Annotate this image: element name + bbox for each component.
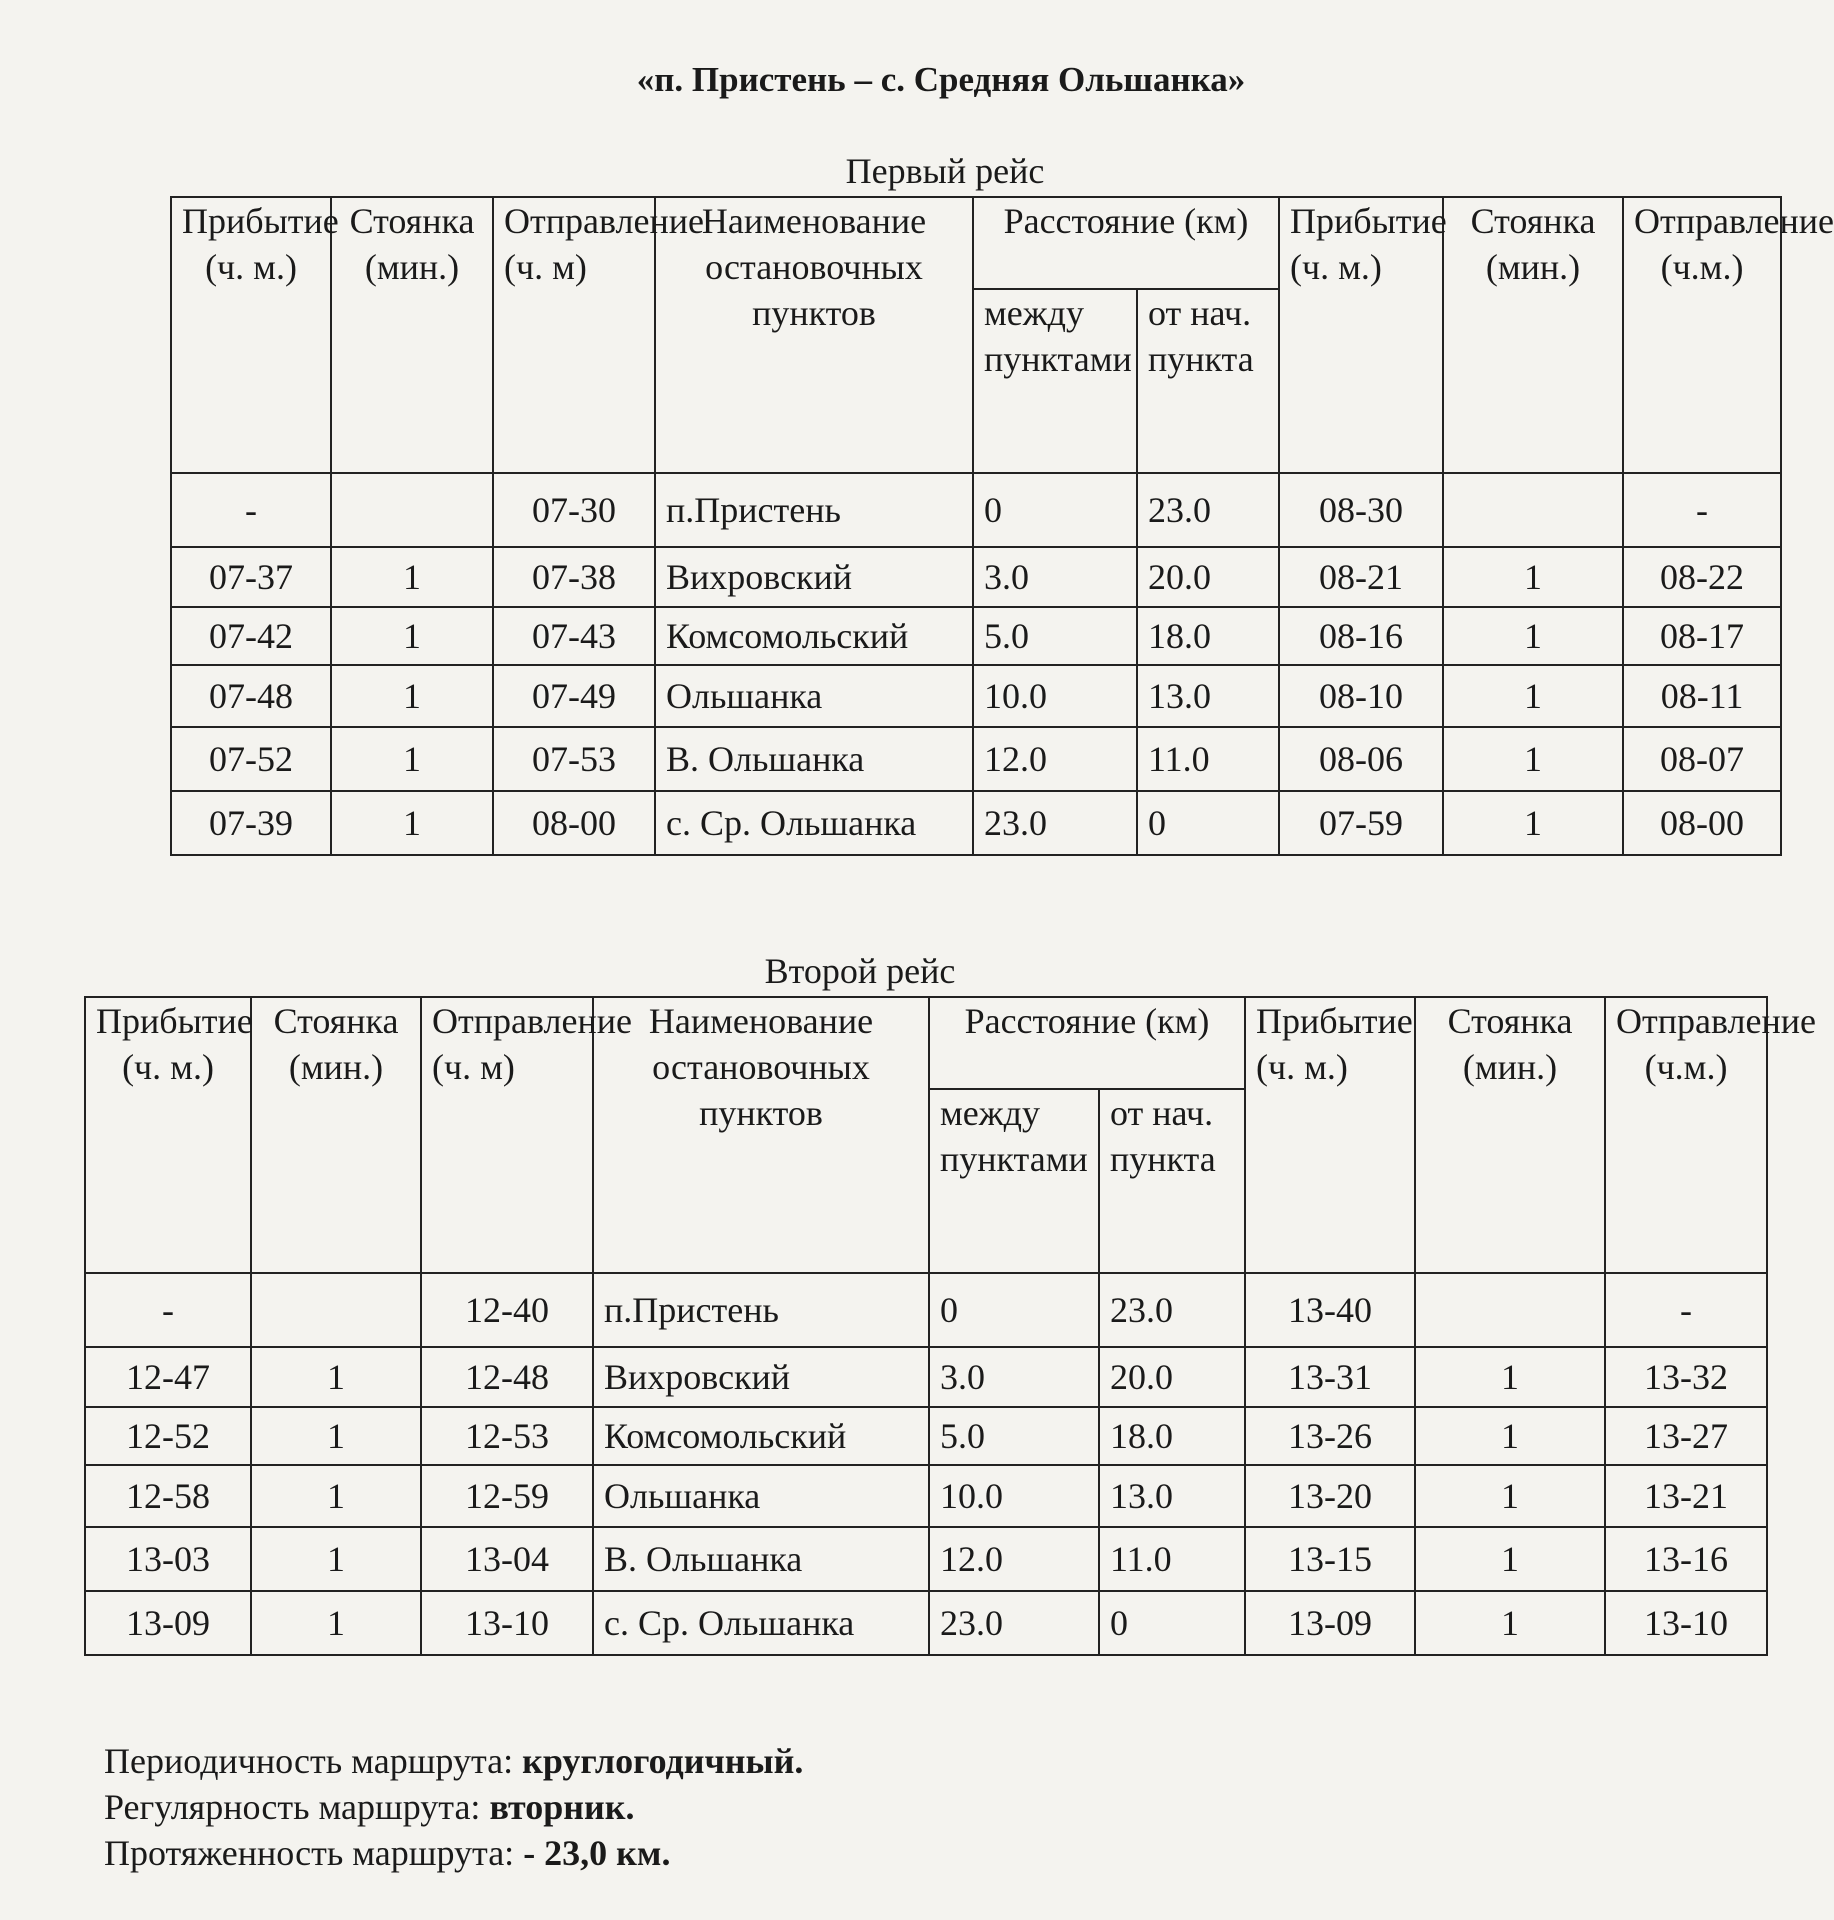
stop-minutes-return-cell: 1 bbox=[1415, 1407, 1605, 1465]
stop-minutes-cell: 1 bbox=[251, 1591, 421, 1655]
stop-minutes-cell: 1 bbox=[251, 1465, 421, 1527]
departure-return-cell: 08-07 bbox=[1623, 727, 1781, 791]
departure-cell: 07-43 bbox=[493, 607, 655, 665]
table-row bbox=[85, 1347, 1767, 1407]
departure-return-cell: 08-11 bbox=[1623, 665, 1781, 727]
arrival-cell: 13-09 bbox=[85, 1591, 251, 1655]
arrival-cell: - bbox=[85, 1273, 251, 1347]
arrival-return-cell: 08-06 bbox=[1279, 727, 1443, 791]
arrival-cell: 12-52 bbox=[85, 1407, 251, 1465]
departure-return-cell: 08-17 bbox=[1623, 607, 1781, 665]
departure-cell: 13-10 bbox=[421, 1591, 593, 1655]
stop-minutes-cell: 1 bbox=[331, 607, 493, 665]
route-length: Протяженность маршрута: - 23,0 км. bbox=[104, 1833, 671, 1873]
distance-from-start-cell: 13.0 bbox=[1099, 1465, 1245, 1527]
stop-minutes-return-cell bbox=[1443, 473, 1623, 547]
header-stop-name: Наименование остановочных пунктов bbox=[655, 197, 973, 473]
header-departure: Отправление (ч. м) bbox=[421, 997, 593, 1273]
header-stop-return: Стоянка (мин.) bbox=[1415, 997, 1605, 1273]
stop-minutes-cell: 1 bbox=[251, 1407, 421, 1465]
table-row bbox=[85, 1591, 1767, 1655]
distance-from-start-cell: 13.0 bbox=[1137, 665, 1279, 727]
distance-between-cell: 0 bbox=[929, 1273, 1099, 1347]
stop-name-cell: Комсомольский bbox=[593, 1407, 929, 1465]
arrival-cell: 07-48 bbox=[171, 665, 331, 727]
stop-minutes-cell bbox=[331, 473, 493, 547]
stop-name-cell: п.Пристень bbox=[593, 1273, 929, 1347]
stop-minutes-return-cell: 1 bbox=[1415, 1527, 1605, 1591]
arrival-return-cell: 13-20 bbox=[1245, 1465, 1415, 1527]
arrival-return-cell: 13-15 bbox=[1245, 1527, 1415, 1591]
distance-from-start-cell: 20.0 bbox=[1099, 1347, 1245, 1407]
stop-minutes-return-cell: 1 bbox=[1443, 665, 1623, 727]
departure-return-cell: 08-22 bbox=[1623, 547, 1781, 607]
arrival-cell: 07-37 bbox=[171, 547, 331, 607]
header-arrival-return: Прибытие (ч. м.) bbox=[1245, 997, 1415, 1273]
table-row bbox=[171, 607, 1781, 665]
distance-from-start-cell: 18.0 bbox=[1137, 607, 1279, 665]
arrival-cell: 13-03 bbox=[85, 1527, 251, 1591]
arrival-cell: 07-52 bbox=[171, 727, 331, 791]
stop-name-cell: п.Пристень bbox=[655, 473, 973, 547]
stop-name-cell: Ольшанка bbox=[655, 665, 973, 727]
stop-name-cell: с. Ср. Ольшанка bbox=[655, 791, 973, 855]
departure-return-cell: 13-16 bbox=[1605, 1527, 1767, 1591]
header-distance: Расстояние (км) bbox=[929, 997, 1245, 1089]
stop-minutes-return-cell: 1 bbox=[1443, 607, 1623, 665]
header-departure: Отправление (ч. м) bbox=[493, 197, 655, 473]
stop-minutes-cell: 1 bbox=[331, 665, 493, 727]
stop-minutes-cell: 1 bbox=[251, 1527, 421, 1591]
arrival-cell: 07-42 bbox=[171, 607, 331, 665]
distance-between-cell: 5.0 bbox=[929, 1407, 1099, 1465]
stop-name-cell: В. Ольшанка bbox=[655, 727, 973, 791]
distance-from-start-cell: 20.0 bbox=[1137, 547, 1279, 607]
stop-name-cell: с. Ср. Ольшанка bbox=[593, 1591, 929, 1655]
departure-return-cell: 13-27 bbox=[1605, 1407, 1767, 1465]
header-stop: Стоянка (мин.) bbox=[251, 997, 421, 1273]
departure-return-cell: 13-10 bbox=[1605, 1591, 1767, 1655]
schedule-table-2 bbox=[84, 996, 1816, 1656]
departure-return-cell: 13-32 bbox=[1605, 1347, 1767, 1407]
table-row bbox=[171, 547, 1781, 607]
trip-title-1: Первый рейс bbox=[845, 151, 1045, 191]
stop-minutes-cell: 1 bbox=[331, 547, 493, 607]
arrival-return-cell: 08-16 bbox=[1279, 607, 1443, 665]
header-departure-return: Отправление (ч.м.) bbox=[1623, 197, 1781, 473]
header-arrival-return: Прибытие (ч. м.) bbox=[1279, 197, 1443, 473]
header-between: между пунктами bbox=[973, 289, 1137, 473]
departure-cell: 08-00 bbox=[493, 791, 655, 855]
arrival-cell: 12-58 bbox=[85, 1465, 251, 1527]
route-regularity: Регулярность маршрута: вторник. bbox=[104, 1787, 635, 1827]
distance-from-start-cell: 11.0 bbox=[1137, 727, 1279, 791]
table-row bbox=[171, 665, 1781, 727]
header-stop-name: Наименование остановочных пунктов bbox=[593, 997, 929, 1273]
stop-name-cell: Вихровский bbox=[655, 547, 973, 607]
departure-cell: 07-38 bbox=[493, 547, 655, 607]
arrival-cell: 07-39 bbox=[171, 791, 331, 855]
distance-between-cell: 12.0 bbox=[929, 1527, 1099, 1591]
stop-minutes-return-cell bbox=[1415, 1273, 1605, 1347]
stop-minutes-cell: 1 bbox=[251, 1347, 421, 1407]
departure-cell: 13-04 bbox=[421, 1527, 593, 1591]
header-distance: Расстояние (км) bbox=[973, 197, 1279, 289]
arrival-return-cell: 08-10 bbox=[1279, 665, 1443, 727]
trip-title-2: Второй рейс bbox=[764, 951, 956, 991]
table-row bbox=[171, 791, 1781, 855]
table-row bbox=[85, 1407, 1767, 1465]
stop-minutes-return-cell: 1 bbox=[1443, 547, 1623, 607]
departure-return-cell: 13-21 bbox=[1605, 1465, 1767, 1527]
header-stop: Стоянка (мин.) bbox=[331, 197, 493, 473]
header-departure-return: Отправление (ч.м.) bbox=[1605, 997, 1767, 1273]
departure-cell: 07-49 bbox=[493, 665, 655, 727]
departure-cell: 12-48 bbox=[421, 1347, 593, 1407]
departure-return-cell: 08-00 bbox=[1623, 791, 1781, 855]
distance-from-start-cell: 0 bbox=[1137, 791, 1279, 855]
departure-cell: 12-53 bbox=[421, 1407, 593, 1465]
departure-return-cell: - bbox=[1605, 1273, 1767, 1347]
distance-between-cell: 0 bbox=[973, 473, 1137, 547]
stop-minutes-cell: 1 bbox=[331, 727, 493, 791]
distance-between-cell: 23.0 bbox=[973, 791, 1137, 855]
document-title: «п. Пристень – с. Средняя Ольшанка» bbox=[636, 60, 1246, 99]
arrival-cell: 12-47 bbox=[85, 1347, 251, 1407]
header-from-start: от нач. пункта bbox=[1137, 289, 1279, 473]
departure-cell: 07-53 bbox=[493, 727, 655, 791]
stop-name-cell: Вихровский bbox=[593, 1347, 929, 1407]
stop-minutes-return-cell: 1 bbox=[1415, 1591, 1605, 1655]
stop-name-cell: Ольшанка bbox=[593, 1465, 929, 1527]
distance-between-cell: 3.0 bbox=[973, 547, 1137, 607]
stop-minutes-cell bbox=[251, 1273, 421, 1347]
header-arrival: Прибытие (ч. м.) bbox=[85, 997, 251, 1273]
arrival-return-cell: 13-40 bbox=[1245, 1273, 1415, 1347]
distance-between-cell: 3.0 bbox=[929, 1347, 1099, 1407]
distance-from-start-cell: 23.0 bbox=[1137, 473, 1279, 547]
stop-minutes-cell: 1 bbox=[331, 791, 493, 855]
table-row bbox=[171, 727, 1781, 791]
arrival-return-cell: 07-59 bbox=[1279, 791, 1443, 855]
stop-name-cell: Комсомольский bbox=[655, 607, 973, 665]
distance-from-start-cell: 0 bbox=[1099, 1591, 1245, 1655]
distance-from-start-cell: 23.0 bbox=[1099, 1273, 1245, 1347]
distance-between-cell: 5.0 bbox=[973, 607, 1137, 665]
stop-minutes-return-cell: 1 bbox=[1415, 1347, 1605, 1407]
header-between: между пунктами bbox=[929, 1089, 1099, 1273]
distance-between-cell: 23.0 bbox=[929, 1591, 1099, 1655]
table-row bbox=[171, 473, 1781, 547]
distance-between-cell: 10.0 bbox=[929, 1465, 1099, 1527]
stop-name-cell: В. Ольшанка bbox=[593, 1527, 929, 1591]
arrival-return-cell: 13-31 bbox=[1245, 1347, 1415, 1407]
distance-from-start-cell: 18.0 bbox=[1099, 1407, 1245, 1465]
arrival-return-cell: 13-09 bbox=[1245, 1591, 1415, 1655]
route-periodicity: Периодичность маршрута: круглогодичный. bbox=[104, 1741, 804, 1781]
header-arrival: Прибытие (ч. м.) bbox=[171, 197, 331, 473]
stop-minutes-return-cell: 1 bbox=[1443, 791, 1623, 855]
header-stop-return: Стоянка (мин.) bbox=[1443, 197, 1623, 473]
distance-from-start-cell: 11.0 bbox=[1099, 1527, 1245, 1591]
departure-cell: 07-30 bbox=[493, 473, 655, 547]
stop-minutes-return-cell: 1 bbox=[1443, 727, 1623, 791]
departure-cell: 12-59 bbox=[421, 1465, 593, 1527]
arrival-return-cell: 13-26 bbox=[1245, 1407, 1415, 1465]
distance-between-cell: 10.0 bbox=[973, 665, 1137, 727]
header-from-start: от нач. пункта bbox=[1099, 1089, 1245, 1273]
departure-return-cell: - bbox=[1623, 473, 1781, 547]
schedule-table-1 bbox=[170, 196, 1834, 856]
table-row bbox=[85, 1465, 1767, 1527]
departure-cell: 12-40 bbox=[421, 1273, 593, 1347]
arrival-cell: - bbox=[171, 473, 331, 547]
route-info bbox=[104, 1738, 803, 1876]
stop-minutes-return-cell: 1 bbox=[1415, 1465, 1605, 1527]
arrival-return-cell: 08-30 bbox=[1279, 473, 1443, 547]
table-row bbox=[85, 1273, 1767, 1347]
table-row bbox=[85, 1527, 1767, 1591]
distance-between-cell: 12.0 bbox=[973, 727, 1137, 791]
arrival-return-cell: 08-21 bbox=[1279, 547, 1443, 607]
